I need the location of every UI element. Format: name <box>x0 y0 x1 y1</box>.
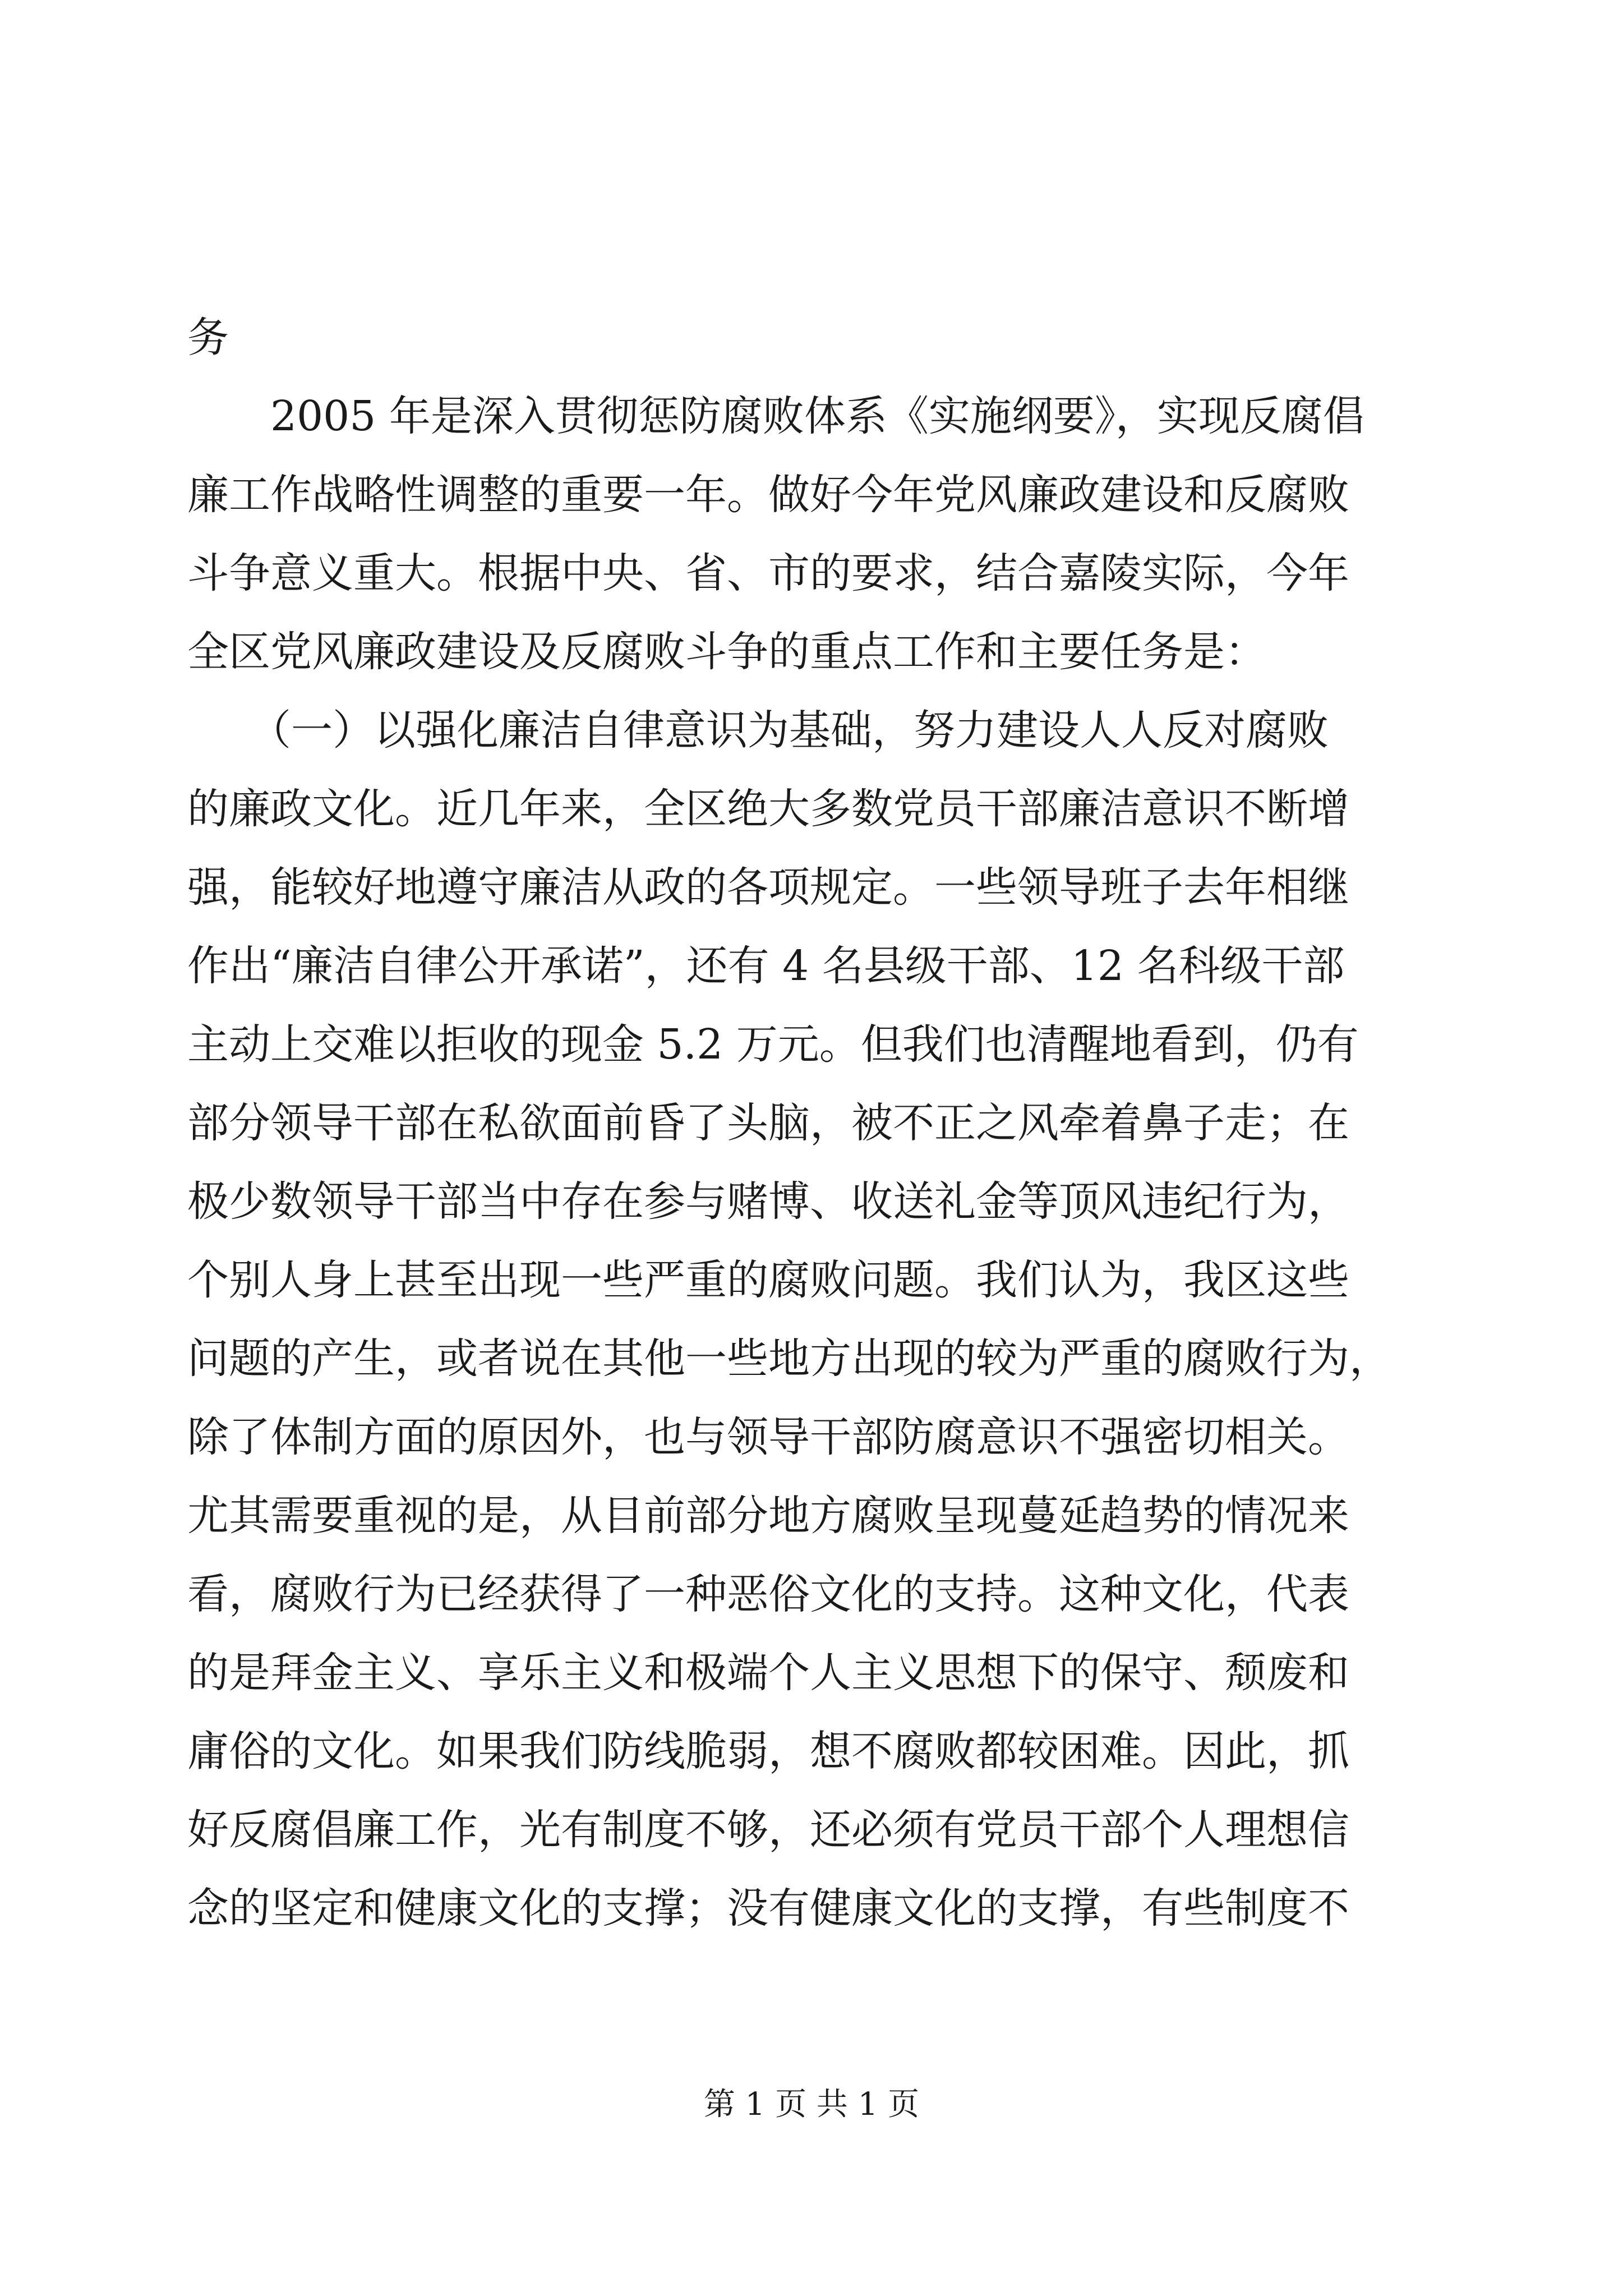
text-line: 尤其需要重视的是，从目前部分地方腐败呈现蔓延趋势的情况来 <box>187 1492 1349 1540</box>
text-line: 全区党风廉政建设及反腐败斗争的重点工作和主要任务是： <box>187 628 1266 676</box>
text-line: 庸俗的文化。如果我们防线脆弱，想不腐败都较困难。因此，抓 <box>187 1727 1349 1775</box>
text-line: 个别人身上甚至出现一些严重的腐败问题。我们认为，我区这些 <box>187 1256 1349 1304</box>
page-footer: 第 1 页 共 1 页 <box>703 2086 920 2123</box>
text-line: 的是拜金主义、享乐主义和极端个人主义思想下的保守、颓废和 <box>187 1649 1349 1697</box>
text-line: 2005 年是深入贯彻惩防腐败体系《实施纲要》，实现反腐倡 <box>187 392 1364 440</box>
text-line: 部分领导干部在私欲面前昏了头脑，被不正之风牵着鼻子走；在 <box>187 1099 1349 1147</box>
text-line: 好反腐倡廉工作，光有制度不够，还必须有党员干部个人理想信 <box>187 1806 1349 1854</box>
text-line: 作出“廉洁自律公开承诺”，还有 4 名县级干部、12 名科级干部 <box>187 942 1345 990</box>
document-body <box>187 298 1436 1948</box>
text-line: 除了体制方面的原因外，也与领导干部防腐意识不强密切相关。 <box>187 1413 1349 1461</box>
text-line: 务 <box>187 314 229 362</box>
text-line: 念的坚定和健康文化的支撑；没有健康文化的支撑，有些制度不 <box>187 1884 1349 1932</box>
text-line: 极少数领导干部当中存在参与赌博、收送礼金等顶风违纪行为， <box>187 1177 1349 1226</box>
text-line: 廉工作战略性调整的重要一年。做好今年党风廉政建设和反腐败 <box>187 471 1349 519</box>
text-line: 强，能较好地遵守廉洁从政的各项规定。一些领导班子去年相继 <box>187 863 1349 912</box>
text-line: 主动上交难以拒收的现金 5.2 万元。但我们也清醒地看到，仍有 <box>187 1020 1359 1069</box>
text-line: （一）以强化廉洁自律意识为基础，努力建设人人反对腐败 <box>187 706 1329 754</box>
text-line: 问题的产生，或者说在其他一些地方出现的较为严重的腐败行为， <box>187 1335 1391 1383</box>
text-line: 斗争意义重大。根据中央、省、市的要求，结合嘉陵实际，今年 <box>187 549 1349 597</box>
text-line: 的廉政文化。近几年来，全区绝大多数党员干部廉洁意识不断增 <box>187 785 1349 833</box>
text-line: 看，腐败行为已经获得了一种恶俗文化的支持。这种文化，代表 <box>187 1570 1349 1618</box>
